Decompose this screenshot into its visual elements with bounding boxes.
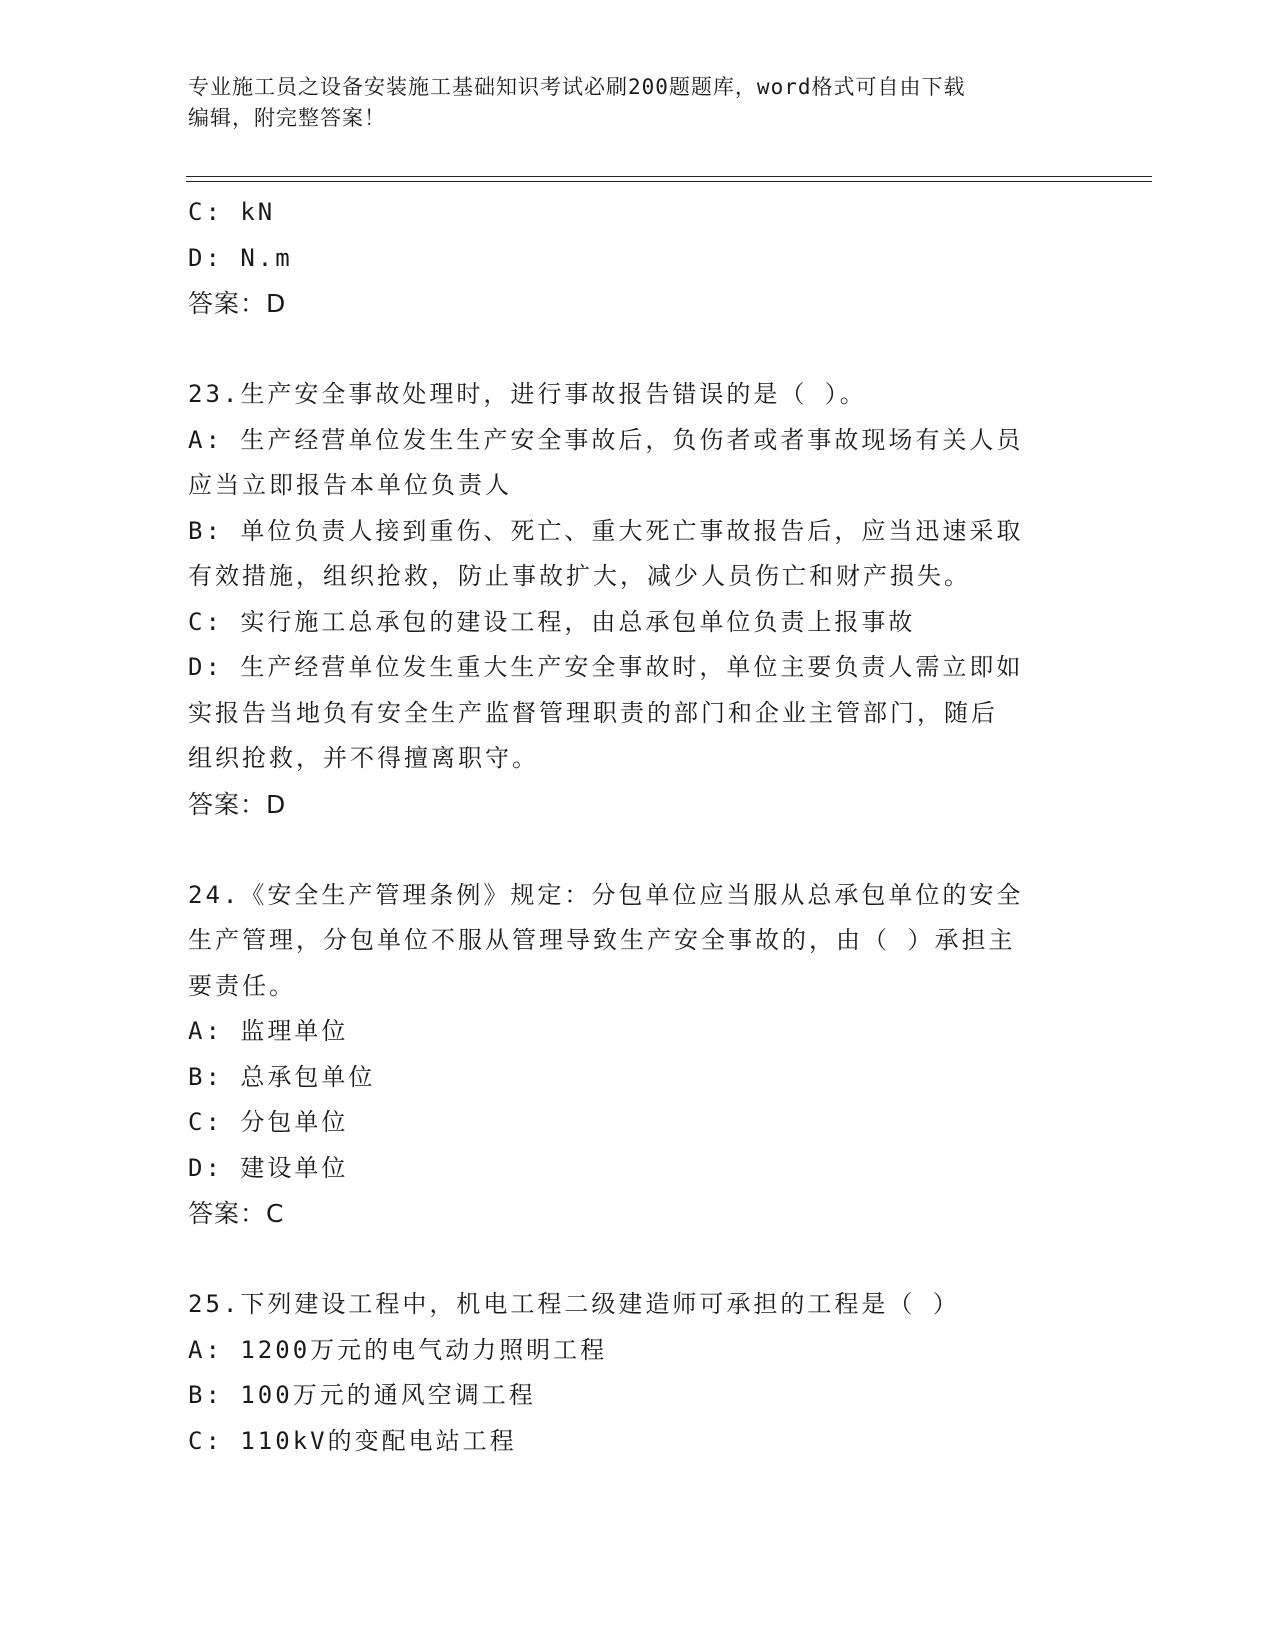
question-22-continued: [188, 190, 1088, 327]
q23-answer: 答案：D: [188, 789, 287, 819]
q24-option-c: C: 分包单位: [188, 1108, 349, 1136]
q23-option-b-line-1: B: 单位负责人接到重伤、死亡、重大死亡事故报告后，应当迅速采取: [188, 516, 1024, 545]
header-title-line-2: 编辑，附完整答案！: [188, 106, 386, 130]
q25-stem: 25.下列建设工程中，机电工程二级建造师可承担的工程是（ ）: [188, 1290, 960, 1318]
q24-stem-line-1: 24.《安全生产管理条例》规定：分包单位应当服从总承包单位的安全: [188, 880, 1024, 909]
q22-answer: 答案：D: [188, 289, 287, 318]
document-header: [188, 72, 1068, 134]
q24-stem-line-3: 要责任。: [188, 971, 296, 1000]
q25-option-c: C: 110kV的变配电站工程: [188, 1426, 517, 1455]
question-24: [188, 873, 1088, 1237]
q24-option-a: A: 监理单位: [188, 1017, 349, 1045]
q25-option-a: A: 1200万元的电气动力照明工程: [188, 1335, 608, 1364]
spacer: [188, 327, 1088, 373]
header-divider-top: [186, 176, 1152, 177]
q23-option-a-line-2: 应当立即报告本单位负责人: [188, 471, 512, 499]
q23-option-c: C: 实行施工总承包的建设工程，由总承包单位负责上报事故: [188, 607, 916, 636]
q23-option-d-line-2: 实报告当地负有安全生产监督管理职责的部门和企业主管部门，随后: [188, 698, 998, 727]
q24-option-b: B: 总承包单位: [188, 1062, 376, 1091]
q24-stem-line-2: 生产管理，分包单位不服从管理导致生产安全事故的，由（ ）承担主: [188, 926, 1016, 954]
q25-option-b: B: 100万元的通风空调工程: [188, 1381, 536, 1409]
question-25: [188, 1282, 1088, 1464]
header-title-line-1: 专业施工员之设备安装施工基础知识考试必刷200题题库，word格式可自由下载: [188, 75, 966, 99]
document-body: [188, 190, 1088, 1464]
spacer: [188, 827, 1088, 873]
q23-stem: 23.生产安全事故处理时，进行事故报告错误的是（ ）。: [188, 380, 867, 408]
q23-option-b-line-2: 有效措施，组织抢救，防止事故扩大，减少人员伤亡和财产损失。: [188, 562, 971, 590]
header-divider-bottom: [186, 181, 1152, 182]
question-23: [188, 372, 1088, 827]
q24-option-d: D: 建设单位: [188, 1153, 349, 1182]
q23-option-d-line-3: 组织抢救，并不得擅离职守。: [188, 744, 539, 772]
spacer: [188, 1237, 1088, 1283]
q22-option-d: D: N.m: [188, 243, 293, 272]
q23-option-d-line-1: D: 生产经营单位发生重大生产安全事故时，单位主要负责人需立即如: [188, 653, 1024, 681]
q24-answer: 答案：C: [188, 1199, 285, 1228]
q23-option-a-line-1: A: 生产经营单位发生生产安全事故后，负伤者或者事故现场有关人员: [188, 425, 1024, 454]
q22-option-c: C: kN: [188, 198, 276, 226]
